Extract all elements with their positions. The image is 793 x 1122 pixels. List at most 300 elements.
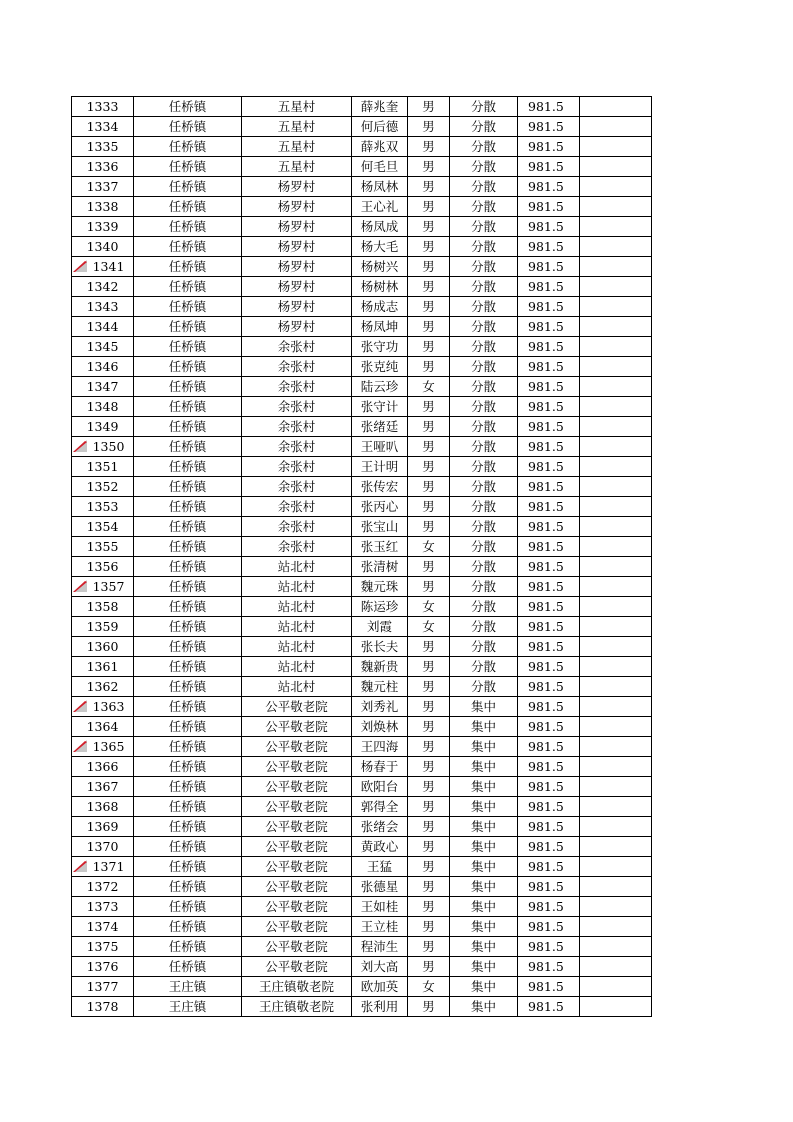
cell-note: [580, 637, 652, 657]
cell-name: 张克纯: [352, 357, 408, 377]
cell-note: [580, 237, 652, 257]
cell-amount: 981.5: [518, 357, 580, 377]
table-body: [72, 97, 652, 1017]
cell-id: 1339: [72, 217, 134, 237]
cell-sex: 男: [408, 477, 450, 497]
cell-town: 任桥镇: [134, 717, 242, 737]
cell-id: 1353: [72, 497, 134, 517]
cell-name: 魏新贵: [352, 657, 408, 677]
table-row: [72, 917, 652, 937]
comment-indicator-icon[interactable]: [73, 860, 87, 872]
cell-sex: 男: [408, 797, 450, 817]
cell-type: 分散: [450, 397, 518, 417]
comment-indicator-icon[interactable]: [73, 260, 87, 272]
cell-sex: 男: [408, 337, 450, 357]
cell-id: 1349: [72, 417, 134, 437]
cell-town: 任桥镇: [134, 517, 242, 537]
cell-town: 任桥镇: [134, 617, 242, 637]
cell-town: 任桥镇: [134, 217, 242, 237]
cell-id: [72, 697, 134, 717]
cell-village: 站北村: [242, 597, 352, 617]
table-row: [72, 217, 652, 237]
cell-village: 五星村: [242, 117, 352, 137]
cell-type: 分散: [450, 157, 518, 177]
cell-type: 集中: [450, 757, 518, 777]
cell-village: 公平敬老院: [242, 837, 352, 857]
cell-amount: 981.5: [518, 397, 580, 417]
cell-sex: 男: [408, 297, 450, 317]
cell-note: [580, 977, 652, 997]
comment-indicator-icon[interactable]: [73, 740, 87, 752]
cell-town: 任桥镇: [134, 857, 242, 877]
cell-note: [580, 417, 652, 437]
cell-town: 任桥镇: [134, 377, 242, 397]
cell-id: 1348: [72, 397, 134, 417]
cell-id: 1356: [72, 557, 134, 577]
cell-type: 分散: [450, 317, 518, 337]
cell-amount: 981.5: [518, 737, 580, 757]
cell-name: 黄政心: [352, 837, 408, 857]
cell-town: 任桥镇: [134, 677, 242, 697]
table-row: [72, 317, 652, 337]
cell-type: 分散: [450, 637, 518, 657]
cell-type: 分散: [450, 297, 518, 317]
cell-sex: 女: [408, 377, 450, 397]
cell-type: 集中: [450, 697, 518, 717]
cell-type: 分散: [450, 477, 518, 497]
table-row: [72, 797, 652, 817]
cell-amount: 981.5: [518, 417, 580, 437]
table-row: [72, 937, 652, 957]
cell-village: 站北村: [242, 557, 352, 577]
cell-sex: 男: [408, 517, 450, 537]
cell-id: [72, 257, 134, 277]
cell-amount: 981.5: [518, 257, 580, 277]
cell-town: 任桥镇: [134, 437, 242, 457]
cell-type: 分散: [450, 497, 518, 517]
cell-village: 公平敬老院: [242, 757, 352, 777]
cell-type: 集中: [450, 997, 518, 1017]
cell-type: 集中: [450, 797, 518, 817]
cell-type: 集中: [450, 737, 518, 757]
cell-name: 张守功: [352, 337, 408, 357]
cell-amount: 981.5: [518, 437, 580, 457]
cell-sex: 男: [408, 697, 450, 717]
cell-sex: 男: [408, 937, 450, 957]
cell-sex: 女: [408, 977, 450, 997]
cell-note: [580, 337, 652, 357]
cell-amount: 981.5: [518, 957, 580, 977]
cell-type: 分散: [450, 197, 518, 217]
cell-sex: 男: [408, 757, 450, 777]
cell-name: 张玉红: [352, 537, 408, 557]
cell-name: 王哑叭: [352, 437, 408, 457]
cell-sex: 男: [408, 657, 450, 677]
cell-id: 1345: [72, 337, 134, 357]
cell-amount: 981.5: [518, 677, 580, 697]
data-table: [71, 96, 652, 1017]
cell-id: 1375: [72, 937, 134, 957]
cell-type: 分散: [450, 237, 518, 257]
table-row: [72, 957, 652, 977]
cell-name: 张绪廷: [352, 417, 408, 437]
cell-amount: 981.5: [518, 237, 580, 257]
cell-village: 公平敬老院: [242, 737, 352, 757]
cell-village: 杨罗村: [242, 257, 352, 277]
cell-note: [580, 557, 652, 577]
cell-amount: 981.5: [518, 597, 580, 617]
table-row: [72, 597, 652, 617]
cell-sex: 男: [408, 877, 450, 897]
cell-name: 杨大毛: [352, 237, 408, 257]
cell-sex: 男: [408, 497, 450, 517]
cell-id: 1376: [72, 957, 134, 977]
cell-note: [580, 517, 652, 537]
cell-amount: 981.5: [518, 717, 580, 737]
cell-name: 刘焕林: [352, 717, 408, 737]
table-row: [72, 617, 652, 637]
cell-note: [580, 317, 652, 337]
cell-name: 杨春于: [352, 757, 408, 777]
cell-id: 1335: [72, 137, 134, 157]
cell-amount: 981.5: [518, 537, 580, 557]
cell-type: 分散: [450, 437, 518, 457]
cell-town: 任桥镇: [134, 317, 242, 337]
cell-village: 杨罗村: [242, 317, 352, 337]
cell-amount: 981.5: [518, 657, 580, 677]
cell-sex: 男: [408, 397, 450, 417]
table-row: [72, 717, 652, 737]
cell-type: 集中: [450, 817, 518, 837]
cell-id: [72, 437, 134, 457]
cell-note: [580, 97, 652, 117]
cell-name: 杨凤坤: [352, 317, 408, 337]
cell-id: 1362: [72, 677, 134, 697]
cell-amount: 981.5: [518, 917, 580, 937]
cell-town: 任桥镇: [134, 117, 242, 137]
cell-town: 任桥镇: [134, 237, 242, 257]
table-row: [72, 857, 652, 877]
comment-indicator-icon[interactable]: [73, 700, 87, 712]
cell-note: [580, 357, 652, 377]
cell-id-text: 1363: [92, 699, 125, 714]
cell-type: 分散: [450, 117, 518, 137]
cell-type: 分散: [450, 457, 518, 477]
table-row: [72, 837, 652, 857]
table-row: [72, 517, 652, 537]
cell-sex: 男: [408, 837, 450, 857]
cell-town: 任桥镇: [134, 597, 242, 617]
cell-name: 杨树兴: [352, 257, 408, 277]
cell-note: [580, 197, 652, 217]
cell-sex: 男: [408, 557, 450, 577]
cell-name: 何后德: [352, 117, 408, 137]
cell-village: 公平敬老院: [242, 817, 352, 837]
table-row: [72, 777, 652, 797]
cell-village: 杨罗村: [242, 217, 352, 237]
table-row: [72, 697, 652, 717]
cell-amount: 981.5: [518, 817, 580, 837]
cell-id: 1338: [72, 197, 134, 217]
cell-town: 任桥镇: [134, 817, 242, 837]
cell-sex: 男: [408, 897, 450, 917]
cell-id: 1370: [72, 837, 134, 857]
cell-id: 1351: [72, 457, 134, 477]
cell-town: 任桥镇: [134, 577, 242, 597]
cell-sex: 男: [408, 717, 450, 737]
table-row: [72, 897, 652, 917]
cell-note: [580, 657, 652, 677]
cell-sex: 男: [408, 577, 450, 597]
cell-amount: 981.5: [518, 297, 580, 317]
table-row: [72, 737, 652, 757]
cell-town: 任桥镇: [134, 477, 242, 497]
comment-indicator-icon[interactable]: [73, 440, 87, 452]
cell-name: 薛兆双: [352, 137, 408, 157]
cell-type: 集中: [450, 717, 518, 737]
cell-village: 站北村: [242, 577, 352, 597]
table-row: [72, 677, 652, 697]
cell-id: 1360: [72, 637, 134, 657]
cell-id: 1373: [72, 897, 134, 917]
cell-town: 任桥镇: [134, 257, 242, 277]
cell-id: 1378: [72, 997, 134, 1017]
cell-type: 分散: [450, 677, 518, 697]
cell-amount: 981.5: [518, 177, 580, 197]
cell-id: 1336: [72, 157, 134, 177]
cell-amount: 981.5: [518, 837, 580, 857]
cell-id-text: 1350: [92, 439, 125, 454]
cell-village: 杨罗村: [242, 277, 352, 297]
cell-village: 王庄镇敬老院: [242, 977, 352, 997]
cell-amount: 981.5: [518, 697, 580, 717]
table-row: [72, 457, 652, 477]
cell-note: [580, 117, 652, 137]
cell-type: 分散: [450, 217, 518, 237]
cell-sex: 男: [408, 817, 450, 837]
cell-type: 集中: [450, 957, 518, 977]
cell-sex: 男: [408, 917, 450, 937]
cell-sex: 男: [408, 777, 450, 797]
table-row: [72, 877, 652, 897]
cell-town: 任桥镇: [134, 557, 242, 577]
cell-town: 任桥镇: [134, 197, 242, 217]
cell-note: [580, 917, 652, 937]
cell-sex: 男: [408, 457, 450, 477]
cell-amount: 981.5: [518, 797, 580, 817]
cell-note: [580, 857, 652, 877]
cell-town: 任桥镇: [134, 697, 242, 717]
cell-type: 集中: [450, 897, 518, 917]
comment-indicator-icon[interactable]: [73, 580, 87, 592]
cell-name: 张绪会: [352, 817, 408, 837]
table-row: [72, 357, 652, 377]
cell-name: 陈运珍: [352, 597, 408, 617]
cell-amount: 981.5: [518, 557, 580, 577]
table-row: [72, 297, 652, 317]
cell-type: 分散: [450, 177, 518, 197]
table-row: [72, 97, 652, 117]
cell-name: 刘霞: [352, 617, 408, 637]
cell-note: [580, 377, 652, 397]
cell-amount: 981.5: [518, 157, 580, 177]
cell-id: 1355: [72, 537, 134, 557]
cell-amount: 981.5: [518, 977, 580, 997]
cell-town: 任桥镇: [134, 937, 242, 957]
table-row: [72, 417, 652, 437]
cell-amount: 981.5: [518, 117, 580, 137]
cell-village: 余张村: [242, 497, 352, 517]
cell-note: [580, 477, 652, 497]
cell-sex: 男: [408, 157, 450, 177]
cell-id: 1346: [72, 357, 134, 377]
cell-town: 任桥镇: [134, 777, 242, 797]
cell-sex: 男: [408, 997, 450, 1017]
cell-village: 杨罗村: [242, 237, 352, 257]
cell-note: [580, 277, 652, 297]
cell-town: 任桥镇: [134, 737, 242, 757]
cell-note: [580, 797, 652, 817]
cell-type: 集中: [450, 857, 518, 877]
cell-note: [580, 897, 652, 917]
cell-type: 分散: [450, 577, 518, 597]
cell-id: 1343: [72, 297, 134, 317]
table-row: [72, 257, 652, 277]
cell-town: 任桥镇: [134, 177, 242, 197]
cell-name: 王立桂: [352, 917, 408, 937]
cell-id: 1359: [72, 617, 134, 637]
cell-note: [580, 297, 652, 317]
cell-sex: 男: [408, 277, 450, 297]
cell-note: [580, 717, 652, 737]
cell-village: 余张村: [242, 437, 352, 457]
cell-id: 1340: [72, 237, 134, 257]
cell-type: 分散: [450, 97, 518, 117]
cell-village: 杨罗村: [242, 177, 352, 197]
cell-type: 分散: [450, 517, 518, 537]
table-row: [72, 537, 652, 557]
cell-type: 集中: [450, 977, 518, 997]
table-row: [72, 137, 652, 157]
cell-sex: 男: [408, 257, 450, 277]
cell-note: [580, 737, 652, 757]
cell-id: [72, 857, 134, 877]
cell-town: 任桥镇: [134, 137, 242, 157]
cell-sex: 男: [408, 97, 450, 117]
cell-amount: 981.5: [518, 457, 580, 477]
cell-village: 余张村: [242, 357, 352, 377]
cell-name: 魏元珠: [352, 577, 408, 597]
cell-village: 公平敬老院: [242, 937, 352, 957]
cell-type: 分散: [450, 257, 518, 277]
cell-sex: 男: [408, 677, 450, 697]
cell-amount: 981.5: [518, 137, 580, 157]
cell-note: [580, 837, 652, 857]
cell-id: 1333: [72, 97, 134, 117]
cell-id: 1367: [72, 777, 134, 797]
table-row: [72, 117, 652, 137]
cell-sex: 男: [408, 437, 450, 457]
cell-village: 余张村: [242, 397, 352, 417]
cell-id-text: 1341: [92, 259, 125, 274]
cell-id: 1361: [72, 657, 134, 677]
cell-name: 程沛生: [352, 937, 408, 957]
table-row: [72, 237, 652, 257]
cell-amount: 981.5: [518, 277, 580, 297]
cell-town: 任桥镇: [134, 957, 242, 977]
cell-note: [580, 757, 652, 777]
cell-amount: 981.5: [518, 577, 580, 597]
cell-note: [580, 937, 652, 957]
cell-amount: 981.5: [518, 217, 580, 237]
cell-amount: 981.5: [518, 197, 580, 217]
cell-type: 分散: [450, 597, 518, 617]
cell-village: 余张村: [242, 417, 352, 437]
cell-id: 1337: [72, 177, 134, 197]
table-row: [72, 277, 652, 297]
cell-sex: 男: [408, 237, 450, 257]
cell-id: 1344: [72, 317, 134, 337]
cell-id: 1347: [72, 377, 134, 397]
cell-amount: 981.5: [518, 617, 580, 637]
table-row: [72, 197, 652, 217]
cell-name: 王猛: [352, 857, 408, 877]
cell-town: 任桥镇: [134, 417, 242, 437]
cell-id-text: 1357: [92, 579, 125, 594]
cell-town: 任桥镇: [134, 157, 242, 177]
cell-sex: 男: [408, 737, 450, 757]
cell-id: 1342: [72, 277, 134, 297]
cell-village: 站北村: [242, 677, 352, 697]
cell-note: [580, 997, 652, 1017]
cell-id: 1374: [72, 917, 134, 937]
cell-type: 分散: [450, 657, 518, 677]
cell-id: 1368: [72, 797, 134, 817]
cell-type: 集中: [450, 777, 518, 797]
cell-sex: 男: [408, 217, 450, 237]
cell-note: [580, 677, 652, 697]
cell-name: 张德星: [352, 877, 408, 897]
table-row: [72, 997, 652, 1017]
cell-town: 任桥镇: [134, 97, 242, 117]
cell-amount: 981.5: [518, 377, 580, 397]
cell-name: 魏元柱: [352, 677, 408, 697]
cell-id: 1366: [72, 757, 134, 777]
table-row: [72, 657, 652, 677]
cell-note: [580, 137, 652, 157]
cell-name: 何毛旦: [352, 157, 408, 177]
cell-sex: 男: [408, 137, 450, 157]
cell-type: 分散: [450, 357, 518, 377]
cell-name: 薛兆奎: [352, 97, 408, 117]
cell-id: 1352: [72, 477, 134, 497]
cell-id: 1377: [72, 977, 134, 997]
cell-sex: 男: [408, 957, 450, 977]
table-row: [72, 397, 652, 417]
cell-sex: 女: [408, 597, 450, 617]
cell-village: 五星村: [242, 97, 352, 117]
cell-type: 集中: [450, 917, 518, 937]
cell-village: 五星村: [242, 137, 352, 157]
cell-village: 站北村: [242, 617, 352, 637]
cell-name: 杨成志: [352, 297, 408, 317]
cell-id-text: 1365: [92, 739, 125, 754]
cell-amount: 981.5: [518, 877, 580, 897]
cell-name: 张清树: [352, 557, 408, 577]
cell-name: 王四海: [352, 737, 408, 757]
cell-town: 任桥镇: [134, 877, 242, 897]
cell-id: 1369: [72, 817, 134, 837]
